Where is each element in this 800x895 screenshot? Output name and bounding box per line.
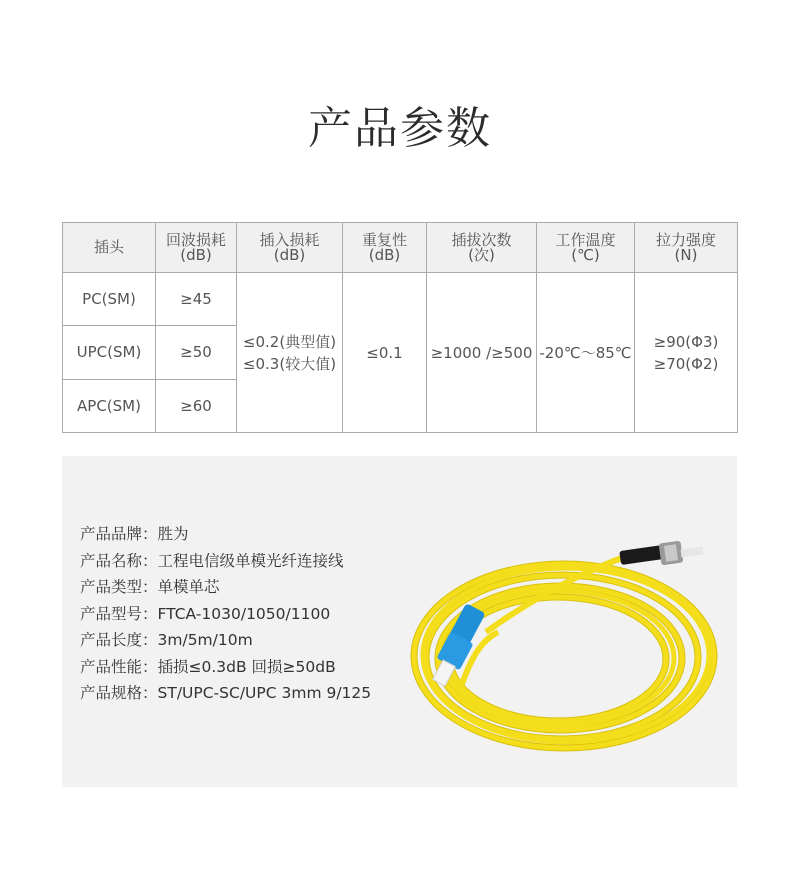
header-mating-cycles-label: 插拔次数 [451, 230, 512, 249]
header-mating-cycles-unit: (次) [468, 245, 495, 264]
info-row-model [80, 601, 371, 628]
cell-insertion-loss [237, 273, 343, 433]
info-label: 产品品牌： [80, 525, 158, 543]
header-tensile-strength [635, 223, 738, 273]
cell-tensile-strength [635, 273, 738, 433]
info-value: 工程电信级单模光纤连接线 [157, 551, 344, 570]
info-row-spec [80, 680, 371, 707]
cell-connector: APC(SM) [63, 379, 156, 432]
cell-return-loss: ≥60 [156, 379, 237, 432]
page-title: 产品参数 [308, 103, 492, 154]
header-tensile-strength-unit: (N) [674, 245, 698, 264]
header-return-loss [156, 223, 237, 273]
header-return-loss-label: 回波损耗 [165, 230, 226, 249]
header-repeatability-unit: (dB) [368, 245, 401, 264]
cell-connector: UPC(SM) [63, 326, 156, 379]
info-value: FTCA-1030/1050/1100 [157, 604, 331, 623]
info-row-performance [80, 654, 371, 681]
info-label: 产品类型： [80, 578, 158, 596]
cell-operating-temp: -20℃～85℃ [537, 273, 635, 433]
spec-table-header-row [63, 223, 738, 273]
header-repeatability-label: 重复性 [361, 230, 407, 249]
spec-table [62, 222, 738, 433]
info-value: 3m/5m/10m [157, 631, 253, 649]
cell-return-loss: ≥45 [156, 273, 237, 326]
header-insertion-loss-unit: (dB) [273, 245, 306, 264]
info-row-name [80, 548, 371, 575]
header-return-loss-unit: (dB) [180, 245, 212, 264]
info-label: 产品名称： [80, 551, 158, 570]
cell-connector: PC(SM) [63, 273, 156, 326]
st-connector-icon [619, 541, 703, 566]
info-value: 单模单芯 [157, 578, 220, 596]
cell-mating-cycles: ≥1000 /≥500 [427, 273, 537, 433]
header-tensile-strength-label: 拉力强度 [655, 230, 716, 249]
info-value: 胜为 [157, 525, 189, 543]
header-connector-label: 插头 [93, 238, 124, 256]
header-insertion-loss [237, 223, 343, 273]
info-value: ST/UPC-SC/UPC 3mm 9/125 [157, 684, 372, 702]
info-row-length [80, 627, 371, 654]
info-label: 产品规格： [80, 684, 158, 702]
product-info-list [80, 521, 371, 707]
product-info-panel [62, 456, 737, 787]
info-row-type [80, 574, 371, 601]
tensile-strength-phi2: ≥70(Φ2) [653, 354, 719, 373]
header-operating-temp [537, 223, 635, 273]
header-mating-cycles [427, 223, 537, 273]
insertion-loss-typical: ≤0.2(典型值) [242, 332, 337, 351]
insertion-loss-max: ≤0.3(较大值) [242, 354, 337, 373]
info-value: 插损≤0.3dB 回损≥50dB [157, 657, 336, 676]
header-connector [63, 223, 156, 273]
table-row [63, 273, 738, 326]
header-operating-temp-label: 工作温度 [555, 230, 616, 249]
info-label: 产品型号： [80, 604, 158, 623]
tensile-strength-phi3: ≥90(Φ3) [653, 332, 719, 351]
info-label: 产品长度： [80, 631, 158, 649]
header-repeatability [343, 223, 427, 273]
fiber-patch-cable-image [402, 536, 722, 766]
header-operating-temp-unit: (℃) [571, 245, 600, 264]
header-insertion-loss-label: 插入损耗 [259, 230, 320, 249]
info-row-brand [80, 521, 371, 548]
cell-return-loss: ≥50 [156, 326, 237, 379]
info-label: 产品性能： [80, 657, 158, 676]
cell-repeatability: ≤0.1 [343, 273, 427, 433]
